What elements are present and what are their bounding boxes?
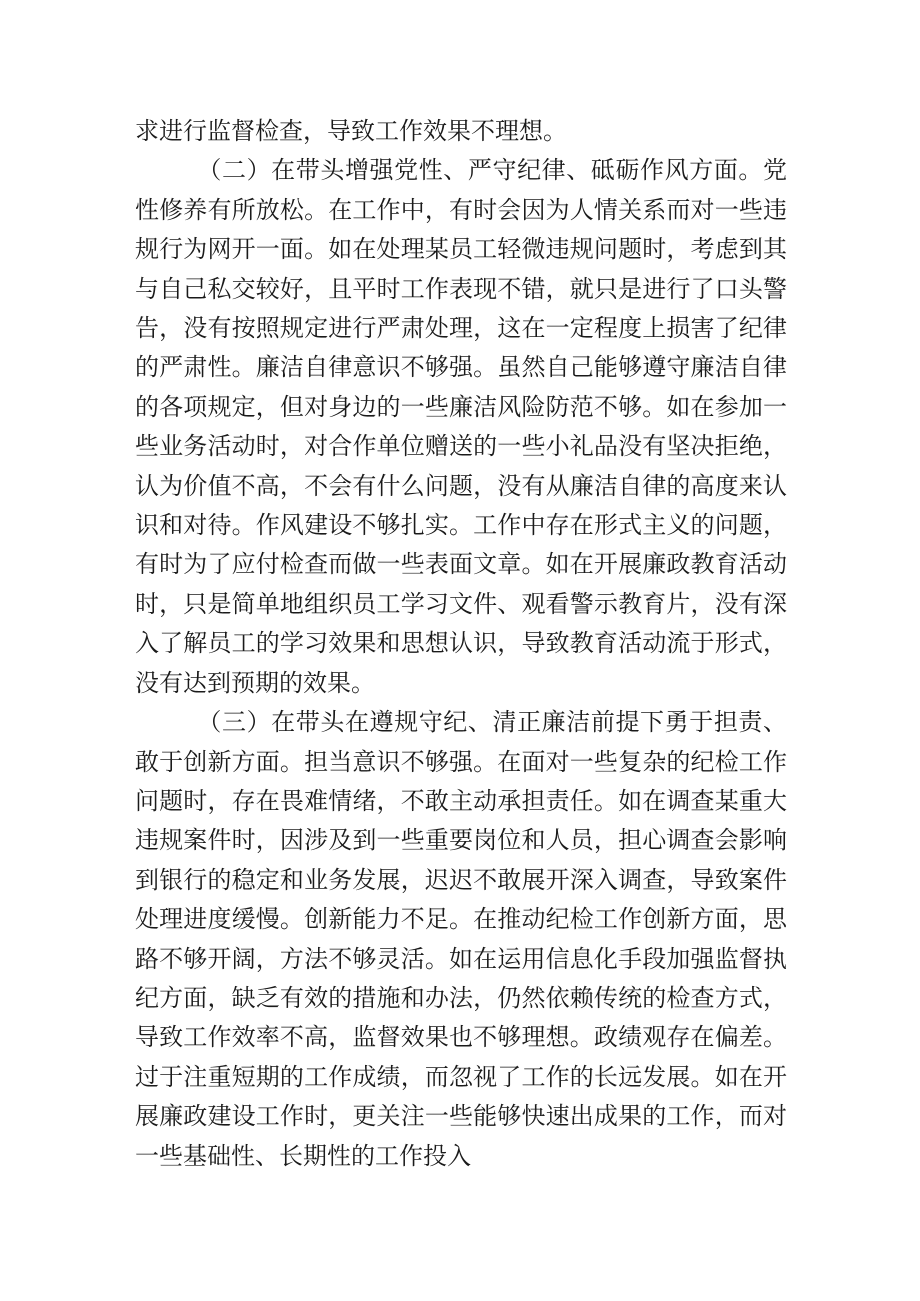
document-page bbox=[135, 112, 787, 1176]
paragraph-section-two: （二）在带头增强党性、严守纪律、砥砺作风方面。党性修养有所放松。在工作中，有时会因为人情关系而对一些违规行为网开一面。如在处理某员工轻微违规问题时，考虑到其与自己私交较好，且平时工作表现不错，就只是进行了口头警告，没有按照规定进行严肃处理，这在一定程度上损害了纪律的严肃性。廉洁自律意识不够强。虽然自己能够遵守廉洁自律的各项规定，但对身边的一些廉洁风险防范不够。如在参加一些业务活动时，对合作单位赠送的一些小礼品没有坚决拒绝，认为价值不高，不会有什么问题，没有从廉洁自律的高度来认识和对待。作风建设不够扎实。工作中存在形式主义的问题，有时为了应付检查而做一些表面文章。如在开展廉政教育活动时，只是简单地组织员工学习文件、观看警示教育片，没有深入了解员工的学习效果和思想认识，导致教育活动流于形式，没有达到预期的效果。 bbox=[135, 156, 787, 697]
paragraph-section-three: （三）在带头在遵规守纪、清正廉洁前提下勇于担责、敢于创新方面。担当意识不够强。在面对一些复杂的纪检工作问题时，存在畏难情绪，不敢主动承担责任。如在调查某重大违规案件时，因涉及到一些重要岗位和人员，担心调查会影响到银行的稳定和业务发展，迟迟不敢展开深入调查，导致案件处理进度缓慢。创新能力不足。在推动纪检工作创新方面，思路不够开阔，方法不够灵活。如在运用信息化手段加强监督执纪方面，缺乏有效的措施和办法，仍然依赖传统的检查方式，导致工作效率不高，监督效果也不够理想。政绩观存在偏差。过于注重短期的工作成绩，而忽视了工作的长远发展。如在开展廉政建设工作时，更关注一些能够快速出成果的工作，而对一些基础性、长期性的工作投入 bbox=[135, 708, 787, 1170]
paragraph-continuation: 求进行监督检查，导致工作效果不理想。 bbox=[135, 117, 567, 145]
